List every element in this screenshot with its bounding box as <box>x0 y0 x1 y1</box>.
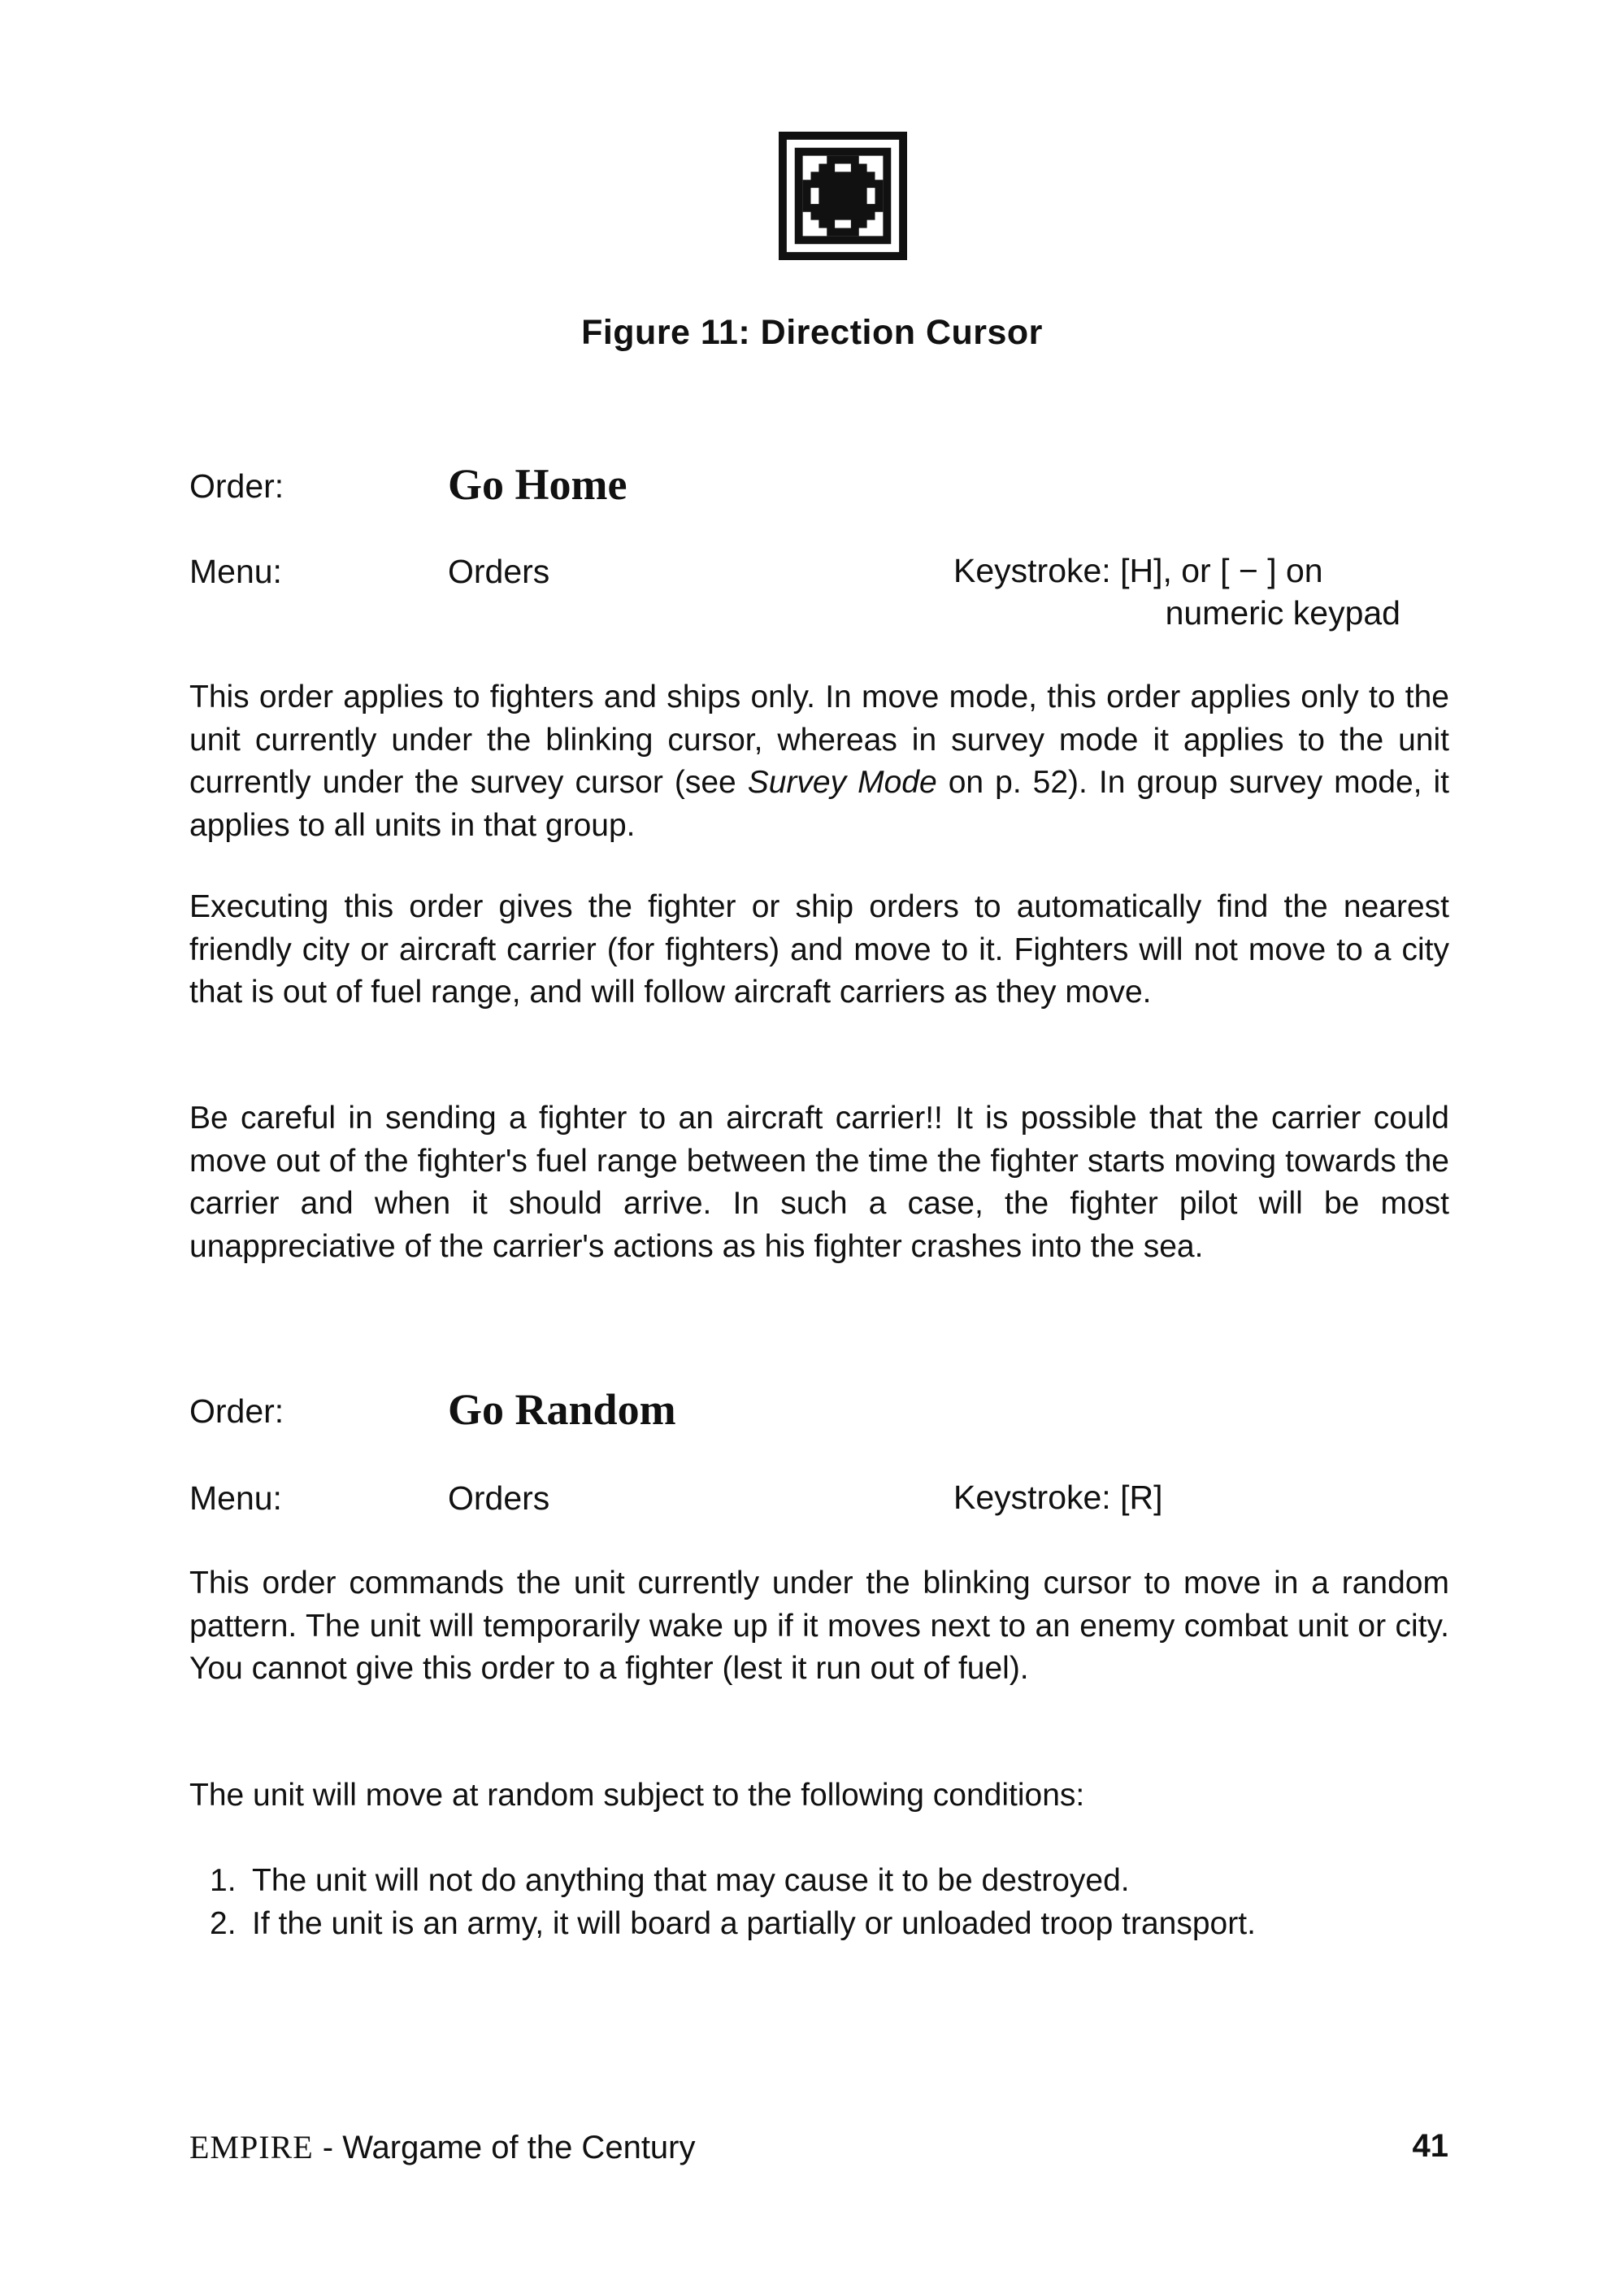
menu-value: Orders <box>448 553 550 590</box>
paragraph-text: on p. 52). In group survey mode, it applies to all units in that group. <box>189 765 1450 843</box>
paragraph-go-random-conditions: The unit will move at random subject to the following conditions: <box>189 1778 1085 1813</box>
order-label: Order: <box>189 1392 284 1430</box>
conditions-list <box>210 1860 1461 1945</box>
page-footer-title <box>189 2128 696 2166</box>
list-item-text: If the unit is an army, it will board a partially or unloaded troop transport. <box>252 1905 1256 1941</box>
list-item-number: 1. <box>210 1863 237 1898</box>
paragraph-go-home-executing: Executing this order gives the fighter or ship orders to automatically find the nearest friendly city or aircraft carrier (for fighters) and move to it. Fighters will not move to a city that is out of fuel range, and will follow aircraft carriers as they move. <box>189 889 1449 1010</box>
list-item <box>210 1860 1461 1903</box>
menu-value: Orders <box>448 1479 550 1517</box>
list-item <box>210 1903 1461 1946</box>
list-item-text: The unit will not do anything that may cause it to be destroyed. <box>252 1863 1130 1898</box>
order-name-go-home: Go Home <box>448 460 627 509</box>
menu-label: Menu: <box>189 1479 282 1517</box>
page-number: 41 <box>1412 2128 1448 2164</box>
paragraph-go-home-warning: Be careful in sending a fighter to an aircraft carrier!! It is possible that the carrier could move out of the fighter's fuel range between the time the fighter starts moving towards the carrier and when it should arrive. In such a case, the fighter pilot will be most unappreciative of the carrier's actions as his fighter crashes into the sea. <box>189 1101 1449 1264</box>
direction-cursor-icon <box>779 132 907 260</box>
footer-subtitle: - Wargame of the Century <box>313 2130 696 2165</box>
order-name-go-random: Go Random <box>448 1385 676 1434</box>
figure-caption: Figure 11: Direction Cursor <box>581 313 1043 352</box>
keystroke-go-random <box>953 1476 1162 1518</box>
menu-label: Menu: <box>189 553 282 590</box>
keystroke-line-1: Keystroke: [R] <box>953 1479 1163 1516</box>
keystroke-line-2: numeric keypad <box>1165 594 1400 632</box>
survey-mode-reference: Survey Mode <box>747 765 937 800</box>
order-label: Order: <box>189 467 284 505</box>
footer-brand: EMPIRE <box>189 2129 314 2165</box>
keystroke-line-1: Keystroke: [H], or [ − ] on <box>953 552 1323 589</box>
paragraph-go-random-intro: This order commands the unit currently under the blinking cursor to move in a random pattern. The unit will temporarily wake up if it moves next to an enemy combat unit or city. You cannot give this order to a fighter (lest it run out of fuel). <box>189 1566 1449 1686</box>
list-item-number: 2. <box>210 1905 237 1941</box>
paragraph-go-home-intro <box>189 676 1449 847</box>
keystroke-go-home <box>953 549 1400 634</box>
paragraph-text: This order applies to fighters and ships only. In move mode, this order applies only to the unit currently under the blinking cursor, whereas in survey mode it applies to the unit currently under the survey cursor (see <box>189 680 1449 800</box>
